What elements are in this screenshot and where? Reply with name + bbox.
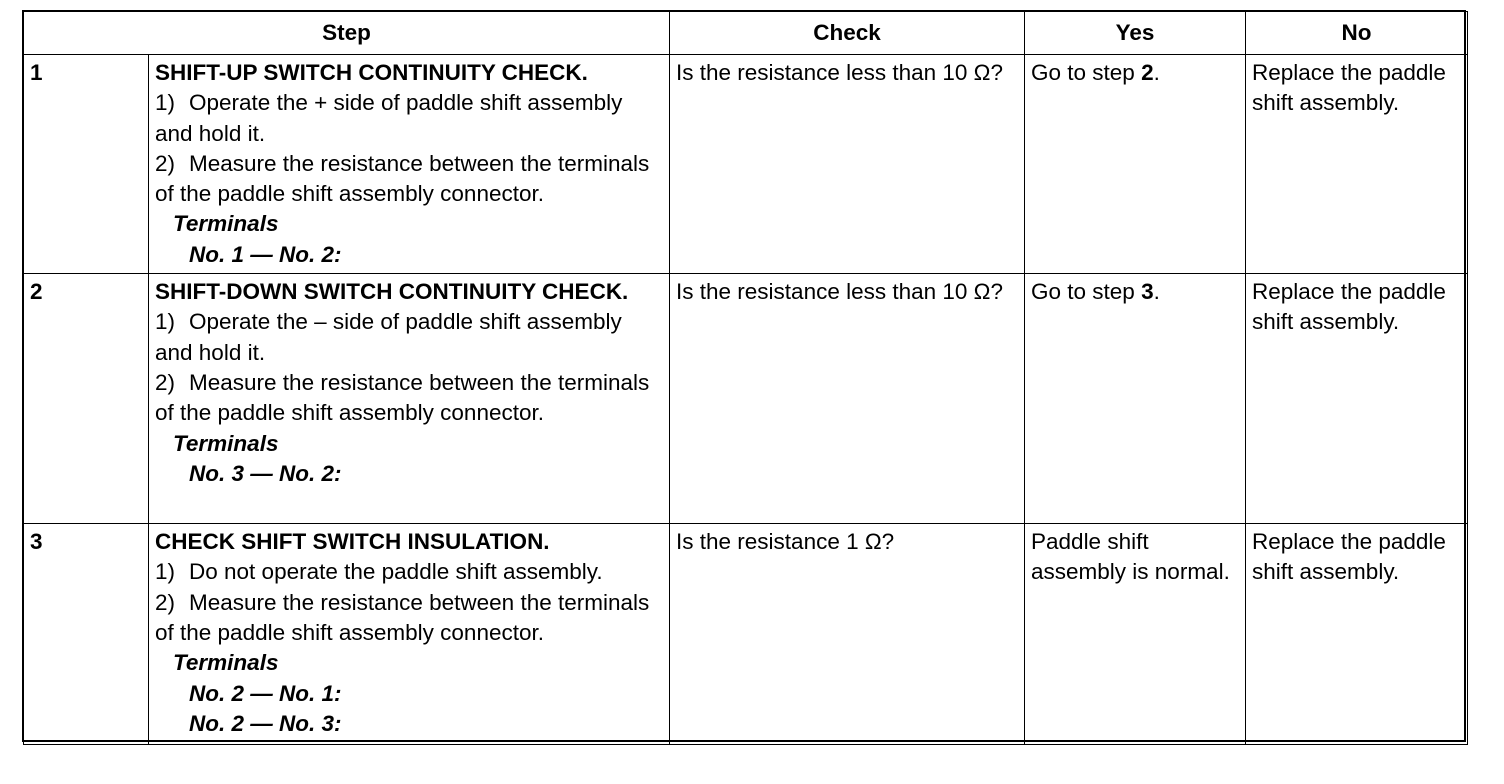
instruction-1: 1) Operate the – side of paddle shift assembly and hold it. [155, 309, 622, 365]
table-row [24, 524, 1468, 745]
instruction-2: 2) Measure the resistance between the terminals of the paddle shift assembly connector. [155, 589, 650, 645]
instruction-1: 1) Do not operate the paddle shift assembly. [155, 559, 603, 585]
step-title: SHIFT-DOWN SWITCH CONTINUITY CHECK. [155, 279, 629, 305]
instruction-2: 2) Measure the resistance between the terminals of the paddle shift assembly connector. [155, 369, 650, 426]
yes-cell: Paddle shift assembly is normal. [1025, 524, 1246, 745]
terminals-label: Terminals [173, 211, 279, 237]
step-content [149, 274, 670, 524]
step-title: CHECK SHIFT SWITCH INSULATION. [155, 529, 550, 555]
step-number: 1 [24, 55, 149, 274]
diagnostic-table [23, 11, 1468, 745]
check-cell: Is the resistance less than 10 Ω? [670, 274, 1025, 524]
step-title: SHIFT-UP SWITCH CONTINUITY CHECK. [155, 60, 588, 85]
terminals-label: Terminals [173, 430, 279, 456]
yes-cell: Go to step 2. [1025, 55, 1246, 274]
step-content [149, 524, 670, 745]
check-cell: Is the resistance less than 10 Ω? [670, 55, 1025, 274]
step-number: 2 [24, 274, 149, 524]
instruction-1: 1) Operate the + side of paddle shift assembly and hold it. [155, 90, 623, 146]
terminal-pair: No. 2 — No. 3: [189, 710, 342, 736]
header-no: No [1246, 12, 1468, 55]
terminal-pair: No. 2 — No. 1: [189, 680, 342, 706]
no-cell: Replace the paddle shift assembly. [1246, 55, 1468, 274]
terminal-pair: No. 3 — No. 2: [189, 460, 342, 486]
table-row [24, 55, 1468, 274]
header-row [24, 12, 1468, 55]
table-row [24, 274, 1468, 524]
terminals-label: Terminals [173, 650, 279, 676]
step-content [149, 55, 670, 274]
no-cell: Replace the paddle shift assembly. [1246, 274, 1468, 524]
terminal-pair: No. 1 — No. 2: [189, 241, 342, 267]
header-yes: Yes [1025, 12, 1246, 55]
header-step: Step [24, 12, 670, 55]
header-check: Check [670, 12, 1025, 55]
check-cell: Is the resistance 1 Ω? [670, 524, 1025, 745]
instruction-2: 2) Measure the resistance between the terminals of the paddle shift assembly connector. [155, 150, 650, 207]
step-number: 3 [24, 524, 149, 745]
yes-cell: Go to step 3. [1025, 274, 1246, 524]
no-cell: Replace the paddle shift assembly. [1246, 524, 1468, 745]
